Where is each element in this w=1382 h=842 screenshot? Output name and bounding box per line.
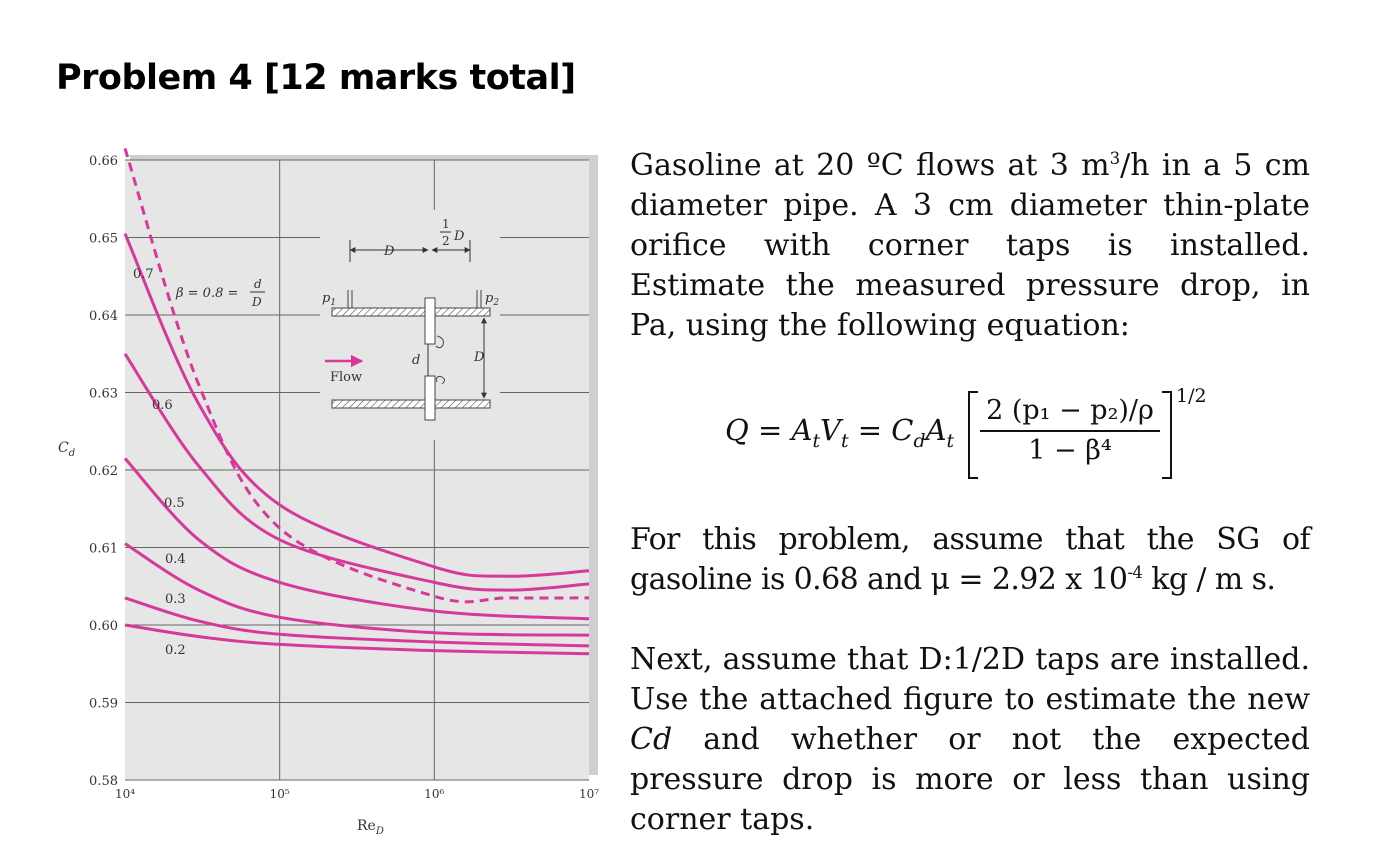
orifice-inset-diagram	[320, 210, 500, 440]
x-tick-label: 10⁶	[424, 787, 445, 801]
y-tick-label: 0.60	[89, 619, 118, 634]
inset-half-D: D	[454, 229, 465, 244]
curve-label-0.7: 0.7	[133, 267, 154, 282]
y-tick-label: 0.61	[89, 541, 118, 557]
beta-label-lhs: β = 0.8 =	[176, 286, 239, 301]
y-tick-label: 0.64	[89, 309, 118, 324]
inset-half-num: 1	[442, 217, 450, 231]
p3-text-b: and whether or not the expected pressure drop is more or less than using corner taps.	[630, 722, 1310, 837]
problem-paragraph-2	[630, 520, 1310, 600]
x-tick-label: 10⁵	[269, 787, 290, 801]
beta-label-num: d	[254, 277, 262, 291]
x-axis-label: $Re_D$	[357, 818, 384, 837]
y-axis-label: $C_d$	[58, 440, 76, 459]
orifice-discharge-chart	[0, 0, 610, 842]
problem-paragraph-3	[630, 640, 1310, 840]
equation-denominator: 1 − β⁴	[1028, 435, 1112, 466]
p1-superscript: 3	[1109, 149, 1121, 168]
upper-pipe-wall	[332, 308, 490, 316]
y-tick-label: 0.59	[89, 696, 118, 712]
y-tick-label: 0.58	[89, 774, 118, 789]
p2-text-b: kg / m s.	[1142, 562, 1276, 597]
y-tick-label: 0.66	[89, 154, 118, 169]
y-tick-label: 0.65	[89, 231, 118, 247]
upper-orifice-plate	[425, 298, 435, 344]
inset-half-den: 2	[442, 234, 450, 248]
y-tick-label: 0.62	[89, 464, 118, 479]
x-tick-label: 10⁴	[114, 787, 136, 801]
curve-label-0.5: 0.5	[164, 496, 185, 511]
equation-left-bracket	[968, 391, 978, 479]
curve-label-0.6: 0.6	[152, 398, 173, 413]
equation-numerator: 2 (p₁ − p₂)/ρ	[986, 395, 1154, 426]
lower-orifice-plate	[425, 376, 435, 420]
p1-text-a: Gasoline at 20 ºC flows at 3 m	[630, 148, 1110, 183]
p1-text-b: /h in a 5 cm diameter pipe. A 3 cm diameter thin-plate orifice with corner taps is installed. Estimate the measured pressure drop, in Pa, using the following equation:	[630, 148, 1310, 343]
equation-right-bracket	[1162, 391, 1172, 479]
lower-pipe-wall	[332, 400, 490, 408]
problem-paragraph-1	[630, 146, 1310, 346]
inset-p1-label: $p_1$	[322, 291, 337, 308]
p3-text-a: Next, assume that D:1/2D taps are installed. Use the attached figure to estimate the new	[630, 642, 1310, 717]
p3-cd-symbol: Cd	[630, 722, 673, 757]
inset-p2-label: $p_2$	[485, 291, 500, 308]
beta-label-den: D	[252, 295, 262, 309]
inset-flow-label: Flow	[330, 370, 363, 385]
curve-label-0.4: 0.4	[165, 552, 186, 567]
p2-text-a: For this problem, assume that the SG of gasoline is 0.68 and μ = 2.92 x 10	[630, 522, 1310, 597]
curve-label-0.3: 0.3	[165, 592, 186, 607]
inset-d-label: d	[412, 353, 421, 368]
inset-pipe-D-label: D	[474, 350, 485, 365]
equation-lhs: $Q = A_tV_t = C_dA_t$	[725, 413, 955, 452]
equation-power: 1/2	[1176, 385, 1207, 407]
page-title: Problem 4 [12 marks total]	[56, 58, 576, 98]
y-tick-label: 0.63	[89, 386, 118, 402]
inset-D-label: D	[384, 244, 395, 259]
x-tick-label: 10⁷	[578, 787, 600, 801]
equation-fraction-bar	[980, 430, 1160, 432]
flow-equation	[725, 385, 1245, 485]
p2-superscript: -4	[1127, 563, 1143, 582]
curve-label-0.2: 0.2	[165, 643, 186, 658]
